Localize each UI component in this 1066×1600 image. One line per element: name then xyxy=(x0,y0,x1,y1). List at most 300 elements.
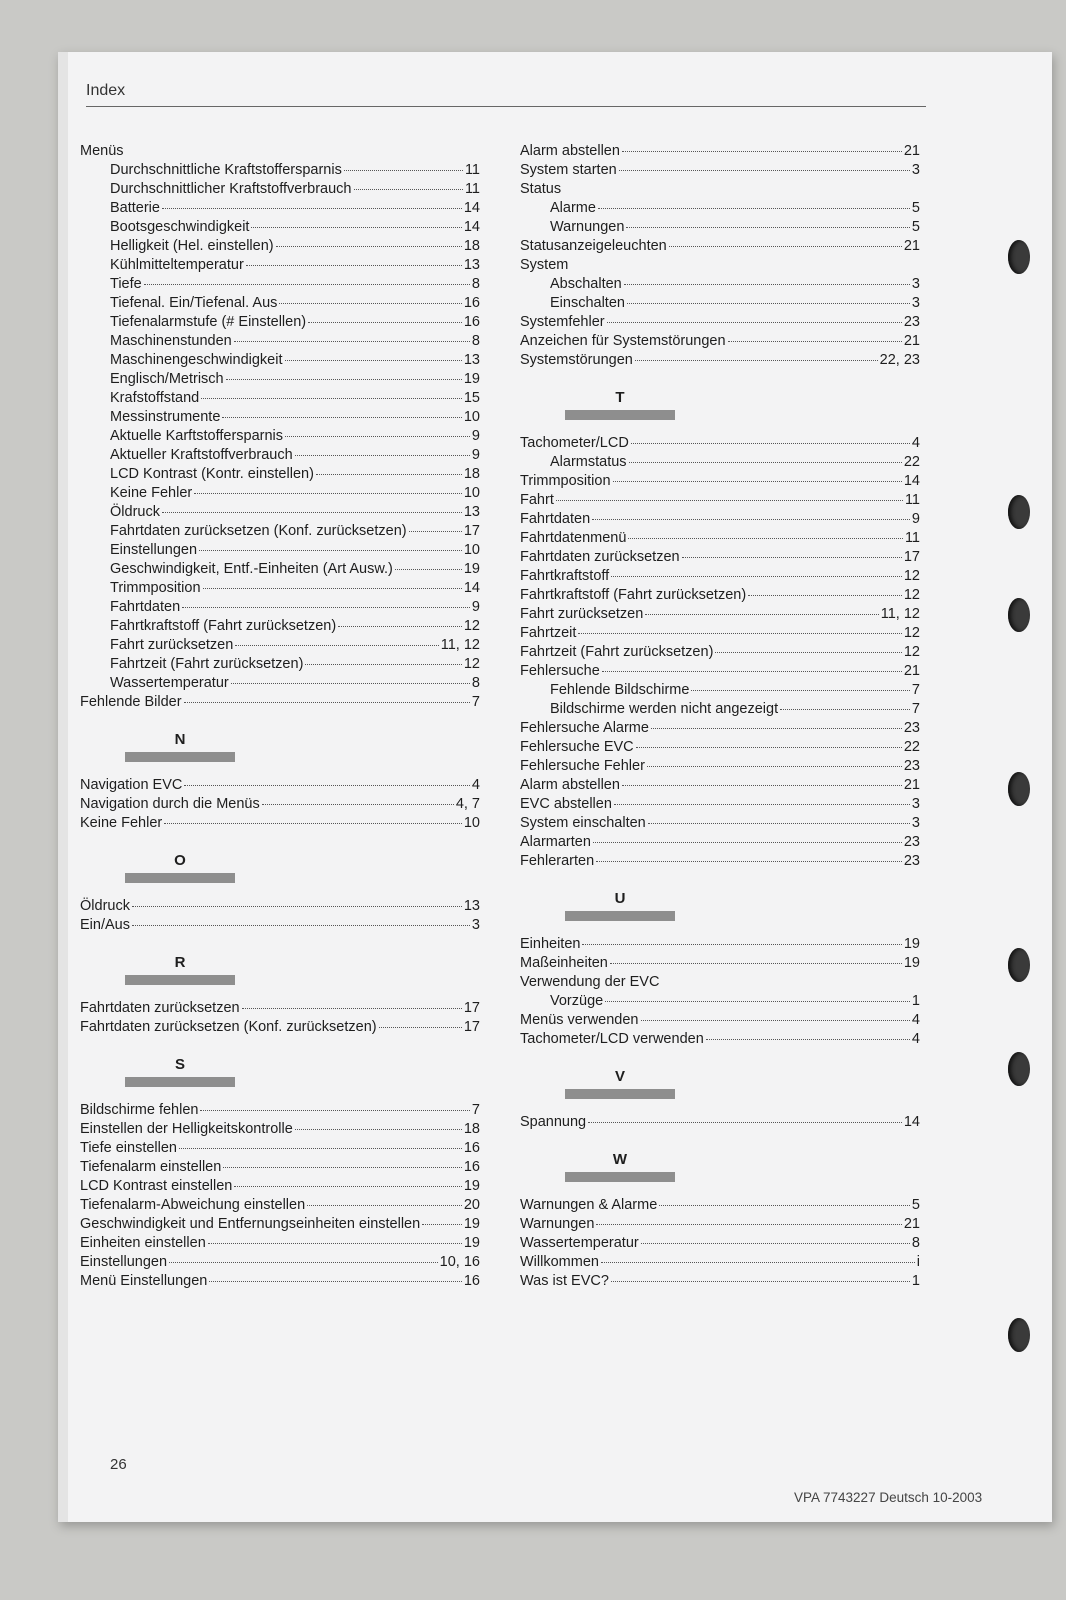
entry-term: LCD Kontrast einstellen xyxy=(80,1178,233,1194)
entry-page: 12 xyxy=(463,656,480,672)
dot-leader xyxy=(636,747,902,748)
entry-term: Menüs xyxy=(80,143,124,159)
dot-leader xyxy=(164,823,462,824)
index-entry xyxy=(80,142,480,161)
entry-term: Systemfehler xyxy=(520,314,605,330)
entry-term: Fahrt zurücksetzen xyxy=(520,606,644,622)
entry-page: 16 xyxy=(463,314,480,330)
entry-page: 13 xyxy=(463,257,480,273)
index-entry xyxy=(80,389,480,408)
entry-page: 20 xyxy=(463,1197,480,1213)
entry-page: 11 xyxy=(904,492,920,508)
dot-leader xyxy=(354,189,463,190)
index-entry xyxy=(80,484,480,503)
entry-page: 12 xyxy=(903,587,920,603)
entry-term: System einschalten xyxy=(520,815,646,831)
dot-leader xyxy=(728,341,902,342)
entry-term: Maschinengeschwindigkeit xyxy=(110,352,283,368)
entry-page: 11 xyxy=(464,162,480,178)
entry-term: Helligkeit (Hel. einstellen) xyxy=(110,238,274,254)
dot-leader xyxy=(651,728,902,729)
dot-leader xyxy=(276,246,462,247)
index-entry xyxy=(520,237,920,256)
index-column-left xyxy=(80,142,480,1291)
index-entry xyxy=(520,605,920,624)
entry-page: 23 xyxy=(903,853,920,869)
entry-page: 10, 16 xyxy=(439,1254,480,1270)
entry-page: 13 xyxy=(463,352,480,368)
index-entry xyxy=(80,560,480,579)
index-entry xyxy=(520,681,920,700)
entry-page: 22 xyxy=(903,454,920,470)
entry-page: 23 xyxy=(903,758,920,774)
index-entry xyxy=(520,1272,920,1291)
dot-leader xyxy=(588,1122,902,1123)
entry-page: 23 xyxy=(903,314,920,330)
index-entry xyxy=(520,199,920,218)
entry-page: 1 xyxy=(911,993,920,1009)
index-entry xyxy=(520,161,920,180)
entry-page: 4 xyxy=(911,435,920,451)
dot-leader xyxy=(635,360,878,361)
entry-term: Durchschnittliche Kraftstoffersparnis xyxy=(110,162,342,178)
dot-leader xyxy=(242,1008,462,1009)
entry-term: Fehlersuche Alarme xyxy=(520,720,649,736)
section-letter: R xyxy=(174,954,186,971)
dot-leader xyxy=(592,519,910,520)
dot-leader xyxy=(593,842,902,843)
section-header xyxy=(125,1055,235,1087)
entry-page: 19 xyxy=(903,936,920,952)
index-entry xyxy=(520,586,920,605)
entry-term: Abschalten xyxy=(550,276,622,292)
entry-page: 12 xyxy=(903,568,920,584)
index-entry xyxy=(520,1113,920,1132)
index-entry xyxy=(80,1139,480,1158)
entry-term: Fahrtkraftstoff (Fahrt zurücksetzen) xyxy=(520,587,747,603)
binder-hole xyxy=(1008,1318,1030,1352)
entry-term: System starten xyxy=(520,162,617,178)
section-letter: S xyxy=(174,1056,185,1073)
entry-page: 17 xyxy=(463,1000,480,1016)
section-bar xyxy=(125,975,235,985)
dot-leader xyxy=(582,944,901,945)
entry-page: 14 xyxy=(903,1114,920,1130)
entry-term: Fahrt zurücksetzen xyxy=(110,637,234,653)
entry-page: 14 xyxy=(463,580,480,596)
dot-leader xyxy=(379,1027,462,1028)
index-entry xyxy=(520,1253,920,1272)
index-entry xyxy=(80,294,480,313)
index-entry xyxy=(80,370,480,389)
index-entry xyxy=(520,700,920,719)
entry-term: Einheiten einstellen xyxy=(80,1235,206,1251)
entry-term: Aktuelle Karftstoffersparnis xyxy=(110,428,284,444)
entry-term: Willkommen xyxy=(520,1254,599,1270)
index-entry xyxy=(520,332,920,351)
binder-hole xyxy=(1008,1052,1030,1086)
entry-term: Menüs verwenden xyxy=(520,1012,639,1028)
entry-page: 21 xyxy=(903,663,920,679)
index-entry xyxy=(520,1030,920,1049)
entry-page: 17 xyxy=(903,549,920,565)
binder-hole xyxy=(1008,948,1030,982)
dot-leader xyxy=(624,284,910,285)
dot-leader xyxy=(279,303,461,304)
entry-page: 21 xyxy=(903,143,920,159)
dot-leader xyxy=(316,474,462,475)
entry-term: Fahrtdaten zurücksetzen xyxy=(520,549,680,565)
dot-leader xyxy=(308,322,462,323)
dot-leader xyxy=(706,1039,910,1040)
dot-leader xyxy=(201,398,462,399)
dot-leader xyxy=(132,906,462,907)
index-entry xyxy=(80,199,480,218)
index-entry xyxy=(80,579,480,598)
index-entry xyxy=(520,529,920,548)
entry-term: Krafstoffstand xyxy=(110,390,200,406)
footer-doc-code: VPA 7743227 Deutsch 10-2003 xyxy=(794,1490,983,1505)
index-entry xyxy=(80,218,480,237)
binder-hole xyxy=(1008,598,1030,632)
entry-page: 21 xyxy=(903,777,920,793)
index-entry xyxy=(80,332,480,351)
dot-leader xyxy=(602,671,902,672)
dot-leader xyxy=(200,1110,469,1111)
index-entry xyxy=(520,180,920,199)
dot-leader xyxy=(285,360,462,361)
section-bar xyxy=(565,1089,675,1099)
entry-term: Wassertemperatur xyxy=(110,675,229,691)
entry-term: Tiefenalarm einstellen xyxy=(80,1159,222,1175)
entry-page: 5 xyxy=(911,1197,920,1213)
dot-leader xyxy=(598,208,910,209)
entry-page: 16 xyxy=(463,295,480,311)
page-header xyxy=(86,82,926,107)
section-bar xyxy=(125,1077,235,1087)
dot-leader xyxy=(669,246,902,247)
index-entry xyxy=(520,643,920,662)
entry-term: Kühlmitteltemperatur xyxy=(110,257,244,273)
entry-term: Öldruck xyxy=(80,898,130,914)
entry-term: Fahrtdaten zurücksetzen (Konf. zurücksetzen) xyxy=(110,523,407,539)
entry-page: 4, 7 xyxy=(455,796,480,812)
entry-term: Fahrtdaten xyxy=(520,511,591,527)
index-entry xyxy=(520,662,920,681)
section-bar xyxy=(565,1172,675,1182)
section-header xyxy=(565,388,675,420)
index-entry xyxy=(80,503,480,522)
entry-term: Wassertemperatur xyxy=(520,1235,639,1251)
dot-leader xyxy=(208,1243,462,1244)
dot-leader xyxy=(194,493,462,494)
binder-hole xyxy=(1008,240,1030,274)
entry-term: Status xyxy=(520,181,562,197)
entry-page: 21 xyxy=(903,238,920,254)
section-bar xyxy=(125,752,235,762)
entry-term: Alarmstatus xyxy=(550,454,627,470)
dot-leader xyxy=(596,1224,901,1225)
entry-term: Fehlersuche Fehler xyxy=(520,758,645,774)
section-bar xyxy=(565,911,675,921)
dot-leader xyxy=(605,1001,910,1002)
entry-page: 19 xyxy=(903,955,920,971)
index-entry xyxy=(520,313,920,332)
entry-term: Verwendung der EVC xyxy=(520,974,660,990)
dot-leader xyxy=(691,690,909,691)
section-header xyxy=(565,1150,675,1182)
entry-page: 7 xyxy=(911,701,920,717)
entry-page: 13 xyxy=(463,898,480,914)
entry-page: 12 xyxy=(903,644,920,660)
dot-leader xyxy=(682,557,902,558)
dot-leader xyxy=(647,766,902,767)
index-entry xyxy=(80,1177,480,1196)
entry-term: Bildschirme fehlen xyxy=(80,1102,199,1118)
index-entry xyxy=(520,351,920,370)
entry-term: Maßeinheiten xyxy=(520,955,608,971)
dot-leader xyxy=(234,1186,462,1187)
entry-term: Alarm abstellen xyxy=(520,143,620,159)
entry-page: 14 xyxy=(463,200,480,216)
entry-page: 10 xyxy=(463,815,480,831)
index-entry xyxy=(80,180,480,199)
entry-page: i xyxy=(916,1254,920,1270)
entry-term: Fahrtkraftstoff (Fahrt zurücksetzen) xyxy=(110,618,337,634)
entry-term: Was ist EVC? xyxy=(520,1273,609,1289)
dot-leader xyxy=(641,1020,910,1021)
entry-term: Einstellen der Helligkeitskontrolle xyxy=(80,1121,293,1137)
section-header xyxy=(565,1067,675,1099)
index-entry xyxy=(80,351,480,370)
entry-term: Warnungen xyxy=(550,219,625,235)
entry-page: 21 xyxy=(903,333,920,349)
entry-page: 16 xyxy=(463,1159,480,1175)
entry-page: 8 xyxy=(471,276,480,292)
section-letter: W xyxy=(612,1151,628,1168)
index-entry xyxy=(80,814,480,833)
index-entry xyxy=(520,833,920,852)
entry-page: 9 xyxy=(911,511,920,527)
entry-term: Fahrtzeit (Fahrt zurücksetzen) xyxy=(520,644,714,660)
entry-page: 12 xyxy=(903,625,920,641)
entry-page: 3 xyxy=(911,796,920,812)
entry-term: Tachometer/LCD verwenden xyxy=(520,1031,704,1047)
index-entry xyxy=(80,999,480,1018)
entry-term: EVC abstellen xyxy=(520,796,612,812)
dot-leader xyxy=(629,462,902,463)
dot-leader xyxy=(305,664,461,665)
entry-page: 11, 12 xyxy=(440,637,480,653)
dot-leader xyxy=(556,500,903,501)
dot-leader xyxy=(184,702,470,703)
entry-term: Trimmposition xyxy=(520,473,611,489)
dot-leader xyxy=(184,785,470,786)
index-entry xyxy=(520,510,920,529)
dot-leader xyxy=(614,804,910,805)
index-entry xyxy=(80,522,480,541)
entry-page: 8 xyxy=(471,675,480,691)
index-entry xyxy=(80,693,480,712)
entry-term: Fahrtzeit (Fahrt zurücksetzen) xyxy=(110,656,304,672)
entry-term: Fahrtdaten xyxy=(110,599,181,615)
entry-term: Fehlersuche xyxy=(520,663,600,679)
dot-leader xyxy=(209,1281,461,1282)
entry-term: Geschwindigkeit, Entf.-Einheiten (Art Ausw.) xyxy=(110,561,393,577)
index-entry xyxy=(520,434,920,453)
section-letter: U xyxy=(614,890,626,907)
section-header xyxy=(125,730,235,762)
index-entry xyxy=(520,992,920,1011)
index-entry xyxy=(520,491,920,510)
entry-page: 8 xyxy=(911,1235,920,1251)
dot-leader xyxy=(203,588,462,589)
entry-term: Fehlerarten xyxy=(520,853,595,869)
index-entry xyxy=(520,814,920,833)
index-entry xyxy=(80,674,480,693)
index-entry xyxy=(80,1120,480,1139)
entry-page: 21 xyxy=(903,1216,920,1232)
index-entry xyxy=(80,1215,480,1234)
dot-leader xyxy=(132,925,470,926)
entry-page: 19 xyxy=(463,1216,480,1232)
entry-term: Englisch/Metrisch xyxy=(110,371,224,387)
entry-term: Tiefenalarm-Abweichung einstellen xyxy=(80,1197,306,1213)
index-entry xyxy=(80,427,480,446)
index-entry xyxy=(520,935,920,954)
index-entry xyxy=(80,1253,480,1272)
dot-leader xyxy=(628,538,903,539)
entry-page: 11 xyxy=(464,181,480,197)
index-entry xyxy=(520,757,920,776)
entry-term: Fahrtkraftstoff xyxy=(520,568,610,584)
dot-leader xyxy=(295,1129,462,1130)
dot-leader xyxy=(251,227,461,228)
dot-leader xyxy=(622,785,902,786)
index-entry xyxy=(520,1234,920,1253)
index-entry xyxy=(520,1011,920,1030)
entry-page: 17 xyxy=(463,523,480,539)
entry-term: Keine Fehler xyxy=(80,815,163,831)
dot-leader xyxy=(262,804,454,805)
entry-page: 8 xyxy=(471,333,480,349)
index-entry xyxy=(80,256,480,275)
dot-leader xyxy=(246,265,462,266)
entry-page: 18 xyxy=(463,238,480,254)
index-entry xyxy=(80,541,480,560)
entry-term: Fahrtdaten zurücksetzen xyxy=(80,1000,240,1016)
entry-term: Einstellungen xyxy=(110,542,198,558)
index-entry xyxy=(520,218,920,237)
entry-page: 3 xyxy=(911,276,920,292)
dot-leader xyxy=(223,1167,462,1168)
index-entry xyxy=(80,776,480,795)
dot-leader xyxy=(626,227,909,228)
entry-term: Ein/Aus xyxy=(80,917,130,933)
entry-page: 13 xyxy=(463,504,480,520)
index-entry xyxy=(520,795,920,814)
index-entry xyxy=(80,313,480,332)
section-header xyxy=(125,851,235,883)
index-entry xyxy=(80,1018,480,1037)
dot-leader xyxy=(199,550,462,551)
entry-term: Anzeichen für Systemstörungen xyxy=(520,333,726,349)
index-entry xyxy=(520,1215,920,1234)
index-entry xyxy=(520,275,920,294)
dot-leader xyxy=(234,341,470,342)
entry-page: 17 xyxy=(463,1019,480,1035)
index-entry xyxy=(520,776,920,795)
entry-term: Einstellungen xyxy=(80,1254,168,1270)
entry-page: 18 xyxy=(463,466,480,482)
entry-term: Durchschnittlicher Kraftstoffverbrauch xyxy=(110,181,352,197)
entry-term: Fahrtzeit xyxy=(520,625,577,641)
dot-leader xyxy=(613,481,902,482)
index-entry xyxy=(520,548,920,567)
entry-page: 3 xyxy=(911,815,920,831)
dot-leader xyxy=(179,1148,462,1149)
dot-leader xyxy=(627,303,910,304)
dot-leader xyxy=(307,1205,462,1206)
dot-leader xyxy=(578,633,901,634)
entry-term: Warnungen xyxy=(520,1216,595,1232)
entry-term: Bootsgeschwindigkeit xyxy=(110,219,250,235)
entry-page: 4 xyxy=(471,777,480,793)
dot-leader xyxy=(395,569,462,570)
dot-leader xyxy=(780,709,910,710)
dot-leader xyxy=(182,607,470,608)
dot-leader xyxy=(648,823,910,824)
entry-page: 23 xyxy=(903,720,920,736)
entry-page: 9 xyxy=(471,428,480,444)
entry-page: 9 xyxy=(471,447,480,463)
entry-term: Statusanzeigeleuchten xyxy=(520,238,667,254)
section-letter: N xyxy=(174,731,186,748)
entry-page: 19 xyxy=(463,371,480,387)
index-entry xyxy=(80,795,480,814)
dot-leader xyxy=(748,595,902,596)
entry-term: Einheiten xyxy=(520,936,581,952)
index-entry xyxy=(520,256,920,275)
binder-hole xyxy=(1008,772,1030,806)
entry-term: Spannung xyxy=(520,1114,587,1130)
index-entry xyxy=(520,142,920,161)
entry-term: Vorzüge xyxy=(550,993,604,1009)
header-title: Index xyxy=(86,82,126,99)
entry-term: Trimmposition xyxy=(110,580,201,596)
entry-page: 3 xyxy=(471,917,480,933)
entry-page: 19 xyxy=(463,561,480,577)
index-entry xyxy=(80,275,480,294)
entry-term: Messinstrumente xyxy=(110,409,221,425)
binder-hole xyxy=(1008,495,1030,529)
entry-page: 16 xyxy=(463,1273,480,1289)
entry-term: Fehlersuche EVC xyxy=(520,739,634,755)
entry-page: 11 xyxy=(904,530,920,546)
index-entry xyxy=(80,617,480,636)
entry-term: System xyxy=(520,257,569,273)
entry-term: Aktueller Kraftstoffverbrauch xyxy=(110,447,293,463)
entry-term: Tiefenalarmstufe (# Einstellen) xyxy=(110,314,307,330)
index-entry xyxy=(80,408,480,427)
dot-leader xyxy=(631,443,910,444)
entry-term: Tiefe einstellen xyxy=(80,1140,177,1156)
dot-leader xyxy=(169,1262,438,1263)
entry-term: Fehlende Bildschirme xyxy=(550,682,690,698)
section-letter: V xyxy=(614,1068,625,1085)
entry-page: 16 xyxy=(463,1140,480,1156)
entry-page: 10 xyxy=(463,409,480,425)
